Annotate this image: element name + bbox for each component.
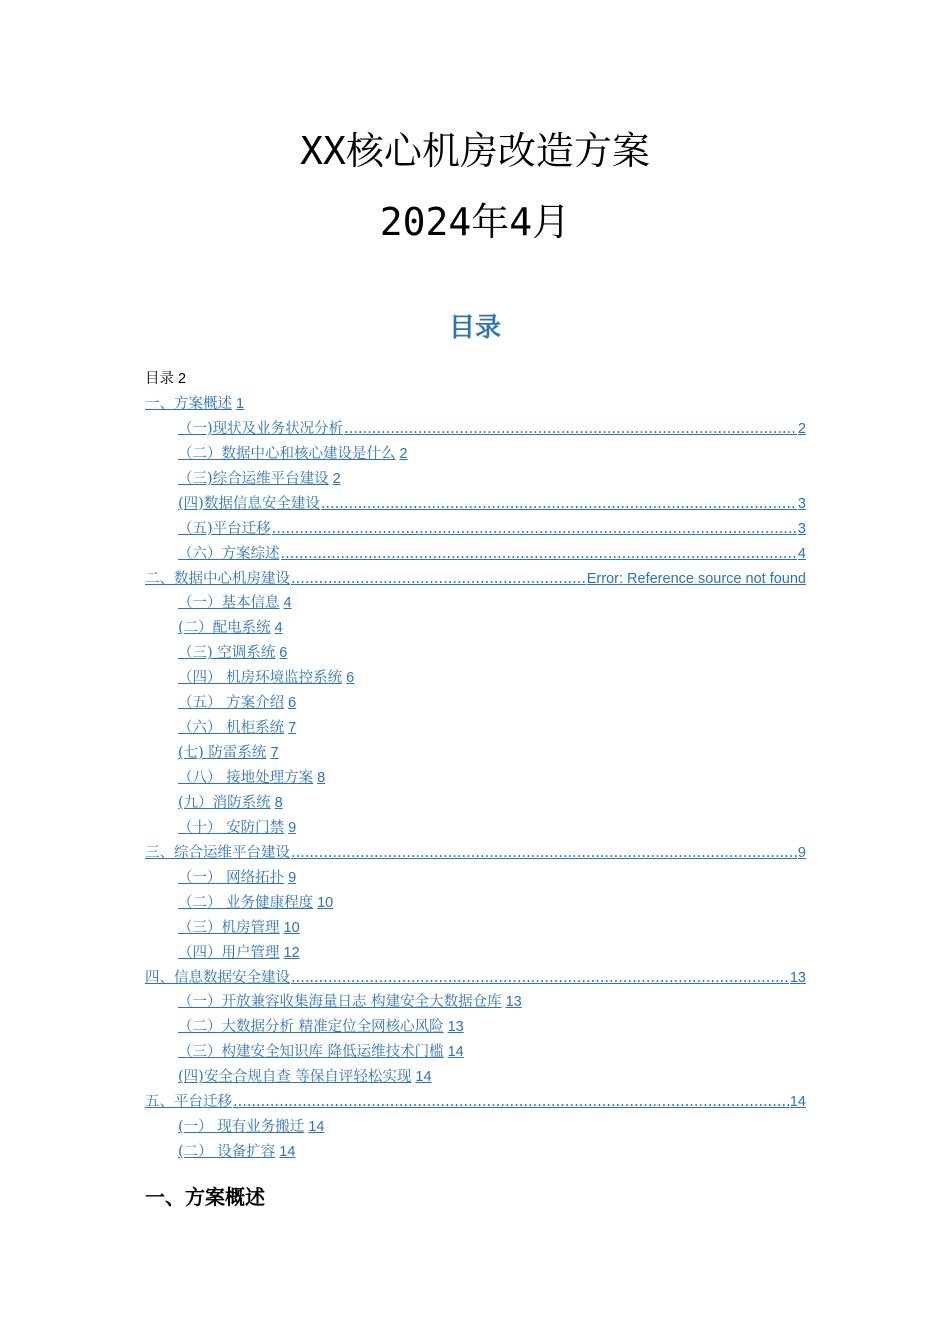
- toc-page-number: 2: [332, 470, 341, 487]
- toc-entry[interactable]: [145, 791, 806, 816]
- toc-page-number: 6: [288, 695, 297, 712]
- toc-entry-label: （二） 业务健康程度: [178, 894, 314, 911]
- toc-page-number: 14: [308, 1119, 325, 1136]
- toc-page-number: 1: [236, 395, 245, 412]
- toc-entry-label: 一、方案概述: [145, 395, 232, 412]
- toc-entry-label: （一)现状及业务状况分析: [178, 420, 344, 437]
- toc-entry[interactable]: [145, 492, 806, 517]
- toc-entry[interactable]: [145, 966, 806, 991]
- toc-entry-label: 四、信息数据安全建设: [145, 969, 290, 986]
- toc-entry[interactable]: [145, 1040, 806, 1065]
- toc-entry[interactable]: [145, 816, 806, 841]
- toc-entry-label: （六）方案综述: [178, 545, 280, 562]
- toc-page-number: 9: [797, 844, 806, 861]
- toc-entry-label: （三）构建安全知识库 降低运维技术门槛: [178, 1044, 444, 1061]
- toc-entry[interactable]: [145, 442, 806, 467]
- toc-entry-label: （八） 接地处理方案: [178, 770, 314, 786]
- toc-entry-label: (四)数据信息安全建设: [178, 495, 320, 512]
- document-date: 2024年4月: [379, 200, 571, 244]
- toc-entry[interactable]: [145, 866, 806, 891]
- toc-entry[interactable]: [145, 417, 806, 442]
- toc-page-number: 3: [797, 520, 806, 537]
- toc-page-number: 8: [274, 794, 283, 811]
- toc-entry[interactable]: [145, 567, 806, 592]
- toc-entry-label: （二）大数据分析 精准定位全网核心风险: [178, 1019, 444, 1036]
- toc-page-number: 10: [283, 919, 300, 936]
- toc-page-number: 14: [447, 1044, 464, 1061]
- toc-entry-label: (四)安全合规自查 等保自评轻松实现: [178, 1069, 412, 1086]
- toc-dot-leader: [272, 517, 797, 542]
- toc-page-number: 3: [797, 495, 806, 512]
- toc-dot-leader: [321, 492, 797, 517]
- toc-page-number: 9: [288, 819, 297, 836]
- toc-entry[interactable]: [145, 916, 806, 941]
- toc-entry-label: （一）基本信息: [178, 595, 280, 612]
- toc-dot-leader: [344, 417, 797, 442]
- toc-page-number: 4: [274, 620, 283, 637]
- toc-entry-label: 目录: [145, 371, 174, 387]
- toc-page-number: 9: [288, 869, 297, 886]
- toc-entry-label: (七) 防雷系统: [178, 745, 267, 762]
- toc-entry[interactable]: [145, 990, 806, 1015]
- toc-entry-label: （一） 网络拓扑: [178, 869, 285, 886]
- toc-page-number: 13: [789, 969, 806, 986]
- toc-entry-label: 三、综合运维平台建设: [145, 844, 290, 861]
- toc-entry-label: （三)综合运维平台建设: [178, 470, 329, 487]
- toc-dot-leader: [233, 1090, 789, 1115]
- toc-entry[interactable]: [145, 691, 806, 716]
- toc-entry-label: (二）配电系统: [178, 620, 271, 637]
- toc-entry-label: （十） 安防门禁: [178, 819, 285, 836]
- toc-entry-label: (九）消防系统: [178, 794, 271, 811]
- toc-page-number: 6: [279, 645, 288, 662]
- toc-entry[interactable]: [145, 1015, 806, 1040]
- toc-entry[interactable]: [145, 891, 806, 916]
- toc-entry[interactable]: [145, 1090, 806, 1115]
- toc-entry-label: （五） 方案介绍: [178, 695, 285, 712]
- toc-entry-label: (二） 设备扩容: [178, 1144, 276, 1161]
- toc-page-number: 7: [270, 745, 279, 762]
- section-heading: 一、方案概述: [145, 1185, 265, 1209]
- toc-page-number: 6: [346, 670, 355, 687]
- toc-page-number: 14: [415, 1069, 432, 1086]
- toc-entry: [145, 367, 806, 392]
- toc-entry[interactable]: [145, 591, 806, 616]
- toc-heading: 目录: [448, 313, 501, 343]
- toc-page-number: Error: Reference source not found: [586, 570, 806, 587]
- toc-page-number: 12: [283, 944, 300, 961]
- toc-entry[interactable]: [145, 517, 806, 542]
- toc-page-number: 8: [317, 770, 326, 786]
- toc-page-number: 7: [288, 720, 297, 737]
- toc-page-number: 4: [797, 545, 806, 562]
- toc-entry[interactable]: [145, 641, 806, 666]
- toc-entry[interactable]: [145, 841, 806, 866]
- toc-entry-label: （六） 机柜系统: [178, 720, 285, 737]
- toc-page-number: 4: [283, 595, 292, 612]
- toc-entry-label: （三) 空调系统: [178, 645, 276, 662]
- toc-page-number: 13: [505, 994, 522, 1011]
- toc-dot-leader: [291, 841, 797, 866]
- toc-entry[interactable]: [145, 1065, 806, 1090]
- table-of-contents: [145, 367, 806, 1165]
- toc-page-number: 2: [797, 420, 806, 437]
- toc-entry-label: （五)平台迁移: [178, 520, 271, 537]
- toc-entry-label: （一）开放兼容收集海量日志 构建安全大数据仓库: [178, 994, 502, 1011]
- toc-page-number: 2: [178, 371, 187, 387]
- toc-entry[interactable]: [145, 766, 806, 791]
- toc-entry-label: （三）机房管理: [178, 919, 280, 936]
- toc-entry-label: 五、平台迁移: [145, 1094, 232, 1111]
- toc-entry[interactable]: [145, 467, 806, 492]
- toc-page-number: 2: [399, 445, 408, 462]
- toc-dot-leader: [291, 966, 789, 991]
- toc-entry-label: （二）数据中心和核心建设是什么: [178, 445, 396, 462]
- toc-entry-label: (一） 现有业务搬迁: [178, 1119, 305, 1136]
- toc-page-number: 14: [279, 1144, 296, 1161]
- toc-entry[interactable]: [145, 716, 806, 741]
- document-title: XX核心机房改造方案: [300, 129, 650, 173]
- toc-entry-label: （四） 机房环境监控系统: [178, 670, 343, 687]
- toc-page-number: 10: [317, 894, 334, 911]
- toc-entry-label: 二、数据中心机房建设: [145, 570, 290, 587]
- toc-entry[interactable]: [145, 542, 806, 567]
- toc-entry[interactable]: [145, 1140, 806, 1165]
- toc-entry-label: （四）用户管理: [178, 944, 280, 961]
- toc-entry[interactable]: [145, 741, 806, 766]
- toc-dot-leader: [281, 542, 797, 567]
- toc-entry[interactable]: [145, 616, 806, 641]
- toc-dot-leader: [291, 567, 586, 592]
- toc-page-number: 14: [789, 1094, 806, 1111]
- toc-entry[interactable]: [145, 666, 806, 691]
- toc-entry[interactable]: [145, 1115, 806, 1140]
- toc-entry[interactable]: [145, 941, 806, 966]
- toc-page-number: 13: [447, 1019, 464, 1036]
- toc-entry[interactable]: [145, 392, 806, 417]
